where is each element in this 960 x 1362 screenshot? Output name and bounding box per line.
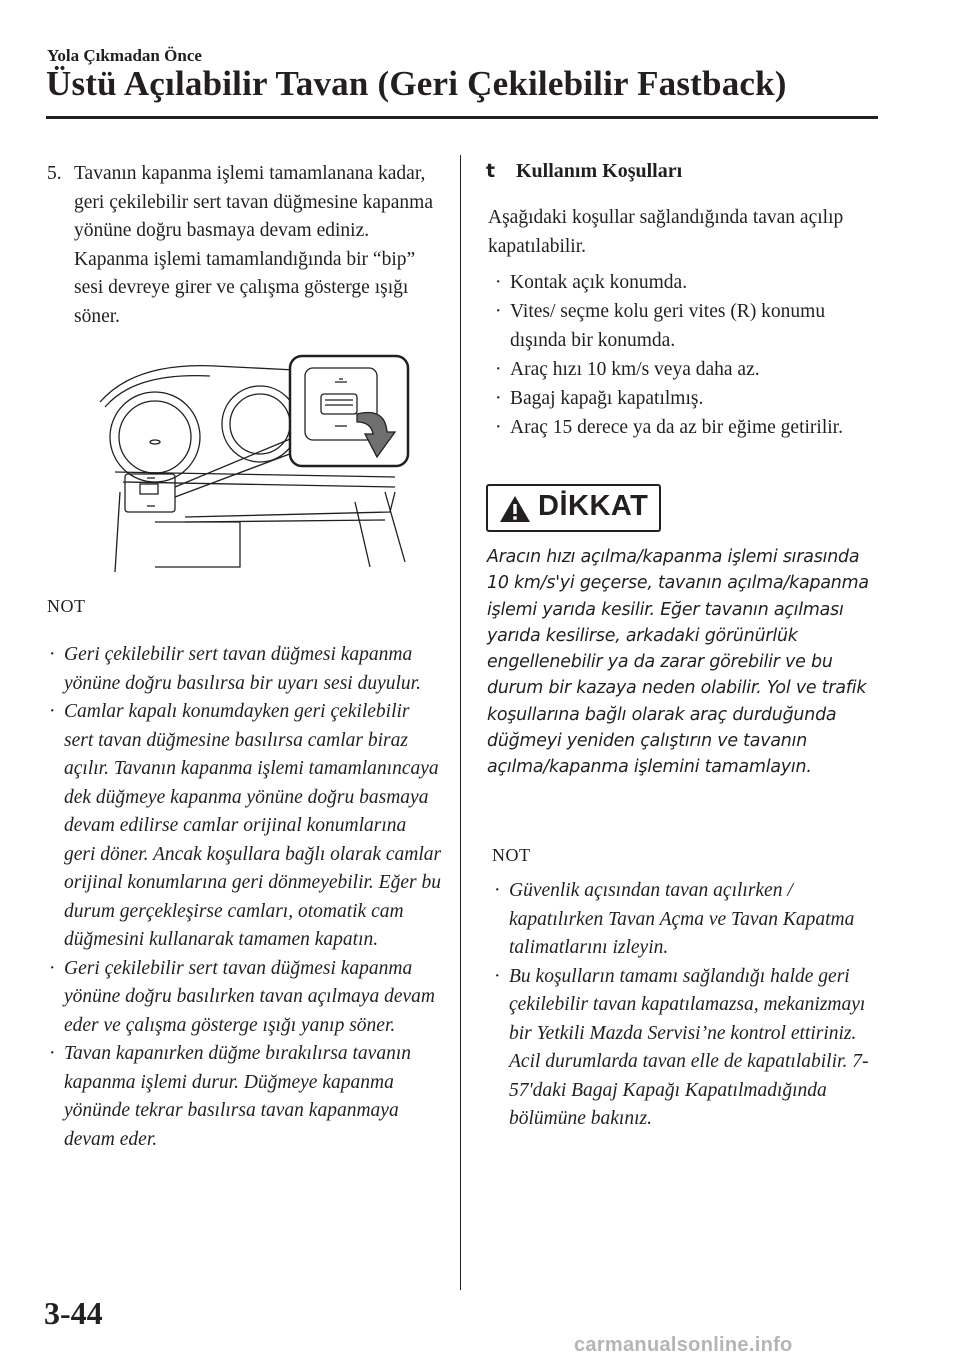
page-title: Üstü Açılabilir Tavan (Geri Çekilebilir Fastback): [46, 64, 787, 103]
step-text: Tavanın kapanma işlemi tamamlanana kadar, geri çekilebilir sert tavan düğmesine kapanma yönüne doğru basmaya devam ediniz. Kapanma işlemi tamamlandığında bir “bip” sesi devreye girer ve çalışma gösterge ışığı söner.: [74, 163, 433, 327]
condition-item: · Araç 15 derece ya da az bir eğime getirilir.: [495, 417, 843, 438]
step-number: 5.: [47, 163, 62, 184]
note-item: · Geri çekilebilir sert tavan düğmesi kapanma yönüne doğru basılırken tavan açılmaya devam eder ve çalışma gösterge ışığı yanıp söner.: [49, 957, 435, 1036]
note-item: · Tavan kapanırken düğme bırakılırsa tavanın kapanma işlemi durur. Düğmeye kapanma yönünde tekrar basılırsa tavan kapanmaya devam eder.: [49, 1043, 412, 1150]
note-item: · Camlar kapalı konumdayken geri çekilebilir sert tavan düğmesine basılırsa camlar biraz açılır. Tavanın kapanma işlemi tamamlanıncaya dek düğmeye kapanma yönüne doğru basmaya devam edilirse camlar orijinal konumlarına geri döner. Ancak koşullara bağlı olarak camlar orijinal konumlarına geri dönmeyebilir. Eğer bu durum gerçekleşirse camları, otomatik cam düğmesini kullanarak tamamen kapatın.: [49, 701, 442, 950]
warning-icon: [498, 494, 532, 524]
note-item: · Güvenlik açısından tavan açılırken / kapatılırken Tavan Açma ve Tavan Kapatma talimatlarını izleyin.: [494, 880, 855, 958]
conditions-intro: Aşağıdaki koşullar sağlandığında tavan açılıp kapatılabilir.: [488, 207, 844, 257]
column-divider: [460, 155, 461, 1290]
note-list: [492, 877, 877, 1134]
condition-item: · Araç hızı 10 km/s veya daha az.: [495, 359, 760, 380]
roof-switch-illustration: [95, 352, 415, 582]
condition-item: · Vites/ seçme kolu geri vites (R) konumu dışında bir konumda.: [495, 301, 826, 351]
condition-text: Araç 15 derece ya da az bir eğime getirilir.: [510, 417, 843, 438]
page-number: 3-44: [44, 1295, 103, 1331]
note-text: Camlar kapalı konumdayken geri çekilebilir sert tavan düğmesine basılırsa camlar biraz açılır. Tavanın kapanma işlemi tamamlanıncaya dek düğmeye kapanma yönüne doğru basmaya devam edilirse camlar orijinal konumlarına geri döner. Ancak koşullara bağlı olarak camlar orijinal konumlarına geri dönmeyebilir. Eğer bu durum gerçekleşirse camları, otomatik cam düğmesini kullanarak tamamen kapatın.: [64, 701, 442, 950]
condition-text: Kontak açık konumda.: [510, 272, 688, 293]
section-label: Yola Çıkmadan Önce: [47, 46, 202, 65]
note-list: [47, 641, 442, 1154]
condition-text: Vites/ seçme kolu geri vites (R) konumu dışında bir konumda.: [510, 301, 826, 351]
title-rule: [46, 116, 878, 119]
heading-marker: t: [486, 160, 496, 182]
step-5: [47, 160, 437, 331]
note-text: Tavan kapanırken düğme bırakılırsa tavanın kapanma işlemi durur. Düğmeye kapanma yönünde tekrar basılırsa tavan kapanmaya devam eder.: [64, 1043, 412, 1150]
note-text: Geri çekilebilir sert tavan düğmesi kapanma yönüne doğru basılırken tavan açılmaya devam eder ve çalışma gösterge ışığı yanıp söner.: [64, 957, 435, 1036]
note-label: NOT: [492, 845, 531, 865]
conditions-heading-text: Kullanım Koşulları: [516, 160, 683, 182]
condition-text: Araç hızı 10 km/s veya daha az.: [510, 359, 760, 380]
condition-item: · Bagaj kapağı kapatılmış.: [495, 388, 704, 409]
note-item: · Geri çekilebilir sert tavan düğmesi kapanma yönüne doğru basılırsa bir uyarı sesi duyulur.: [49, 644, 421, 694]
warning-text: Aracın hızı açılma/kapanma işlemi sırasında 10 km/s'yi geçerse, tavanın açılma/kapanma işlemi yarıda kesilir. Eğer tavanın açılması yarıda kesilirse, arkadaki görünürlük engellenebilir ya da zarar görebilir ve bu durum bir kazaya neden olabilir. Yol ve trafik koşullarına bağlı olarak araç durduğunda düğmeyi yeniden çalıştırın ve tavanın açılma/kapanma işlemini tamamlayın.: [487, 547, 869, 778]
condition-text: Bagaj kapağı kapatılmış.: [510, 388, 704, 409]
note-text: Geri çekilebilir sert tavan düğmesi kapanma yönüne doğru basılırsa bir uyarı sesi duyulur.: [64, 644, 421, 694]
conditions-heading: [486, 160, 682, 183]
watermark: carmanualsonline.info: [574, 1334, 793, 1356]
note-text: Güvenlik açısından tavan açılırken / kapatılırken Tavan Açma ve Tavan Kapatma talimatlarını izleyin.: [509, 880, 855, 958]
warning-box: [486, 484, 661, 532]
warning-title: DİKKAT: [538, 490, 649, 522]
note-text: Bu koşulların tamamı sağlandığı halde geri çekilebilir tavan kapatılamazsa, mekanizmayı bir Yetkili Mazda Servisi’ne kontrol ettiriniz. Acil durumlarda tavan elle de kapatılabilir. 7-57'daki Bagaj Kapağı Kapatılmadığında bölümüne bakınız.: [509, 965, 869, 1129]
note-item: · Bu koşulların tamamı sağlandığı halde geri çekilebilir tavan kapatılamazsa, mekanizmayı bir Yetkili Mazda Servisi’ne kontrol ettiriniz. Acil durumlarda tavan elle de kapatılabilir. 7-57'daki Bagaj Kapağı Kapatılmadığında bölümüne bakınız.: [494, 965, 869, 1129]
conditions-list: [488, 268, 878, 442]
condition-item: · Kontak açık konumda.: [495, 272, 688, 293]
note-label: NOT: [47, 596, 86, 616]
